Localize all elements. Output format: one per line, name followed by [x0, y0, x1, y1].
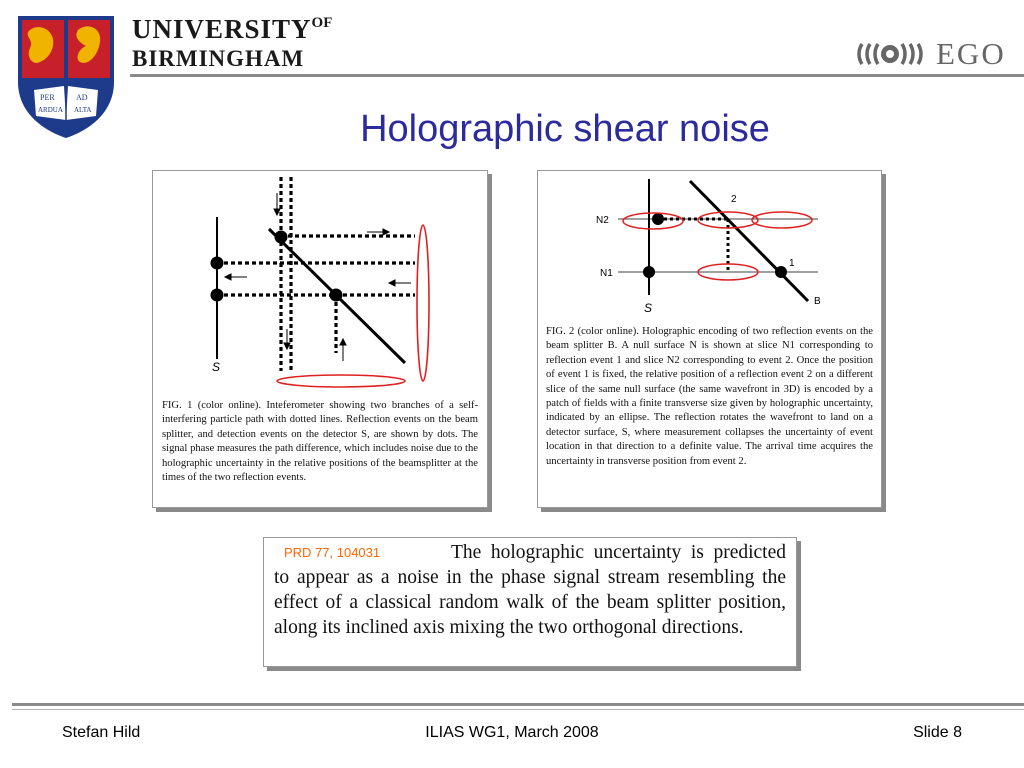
quote-text: The holographic uncertainty is predicted to appear as a noise in the phase signal stream resembling the effect of a classical random walk of the beam splitter position, along its inclined axis mixing the two orthogonal directions. — [274, 542, 786, 638]
figure-1-diagram — [153, 171, 487, 399]
slide-title: Holographic shear noise — [360, 108, 770, 150]
figure-2-label-n2: N2 — [596, 215, 609, 226]
crest-motto-1: PER — [40, 93, 55, 102]
footer-slide-number: Slide 8 — [913, 724, 962, 741]
footer-divider-thin — [12, 709, 1024, 710]
footer-author: Stefan Hild — [62, 724, 141, 741]
header-divider — [130, 74, 1024, 77]
figure-2-caption: FIG. 2 (color online). Holographic encoding of two reflection events on the beam splitter B. A null surface N is shown at slice N1 corresponding to reflection event 1 and slice N2 corresponding to event 2. Once the position of event 1 is fixed, the relative position of a reflection event 2 on a different slice of the same null surface (the same wavefront in 3D) is encoded by a patch of fields with a finite transverse size given by holographic uncertainty, indicated by an ellipse. The reflection rotates the wavefront to land on a detector surface, S, where measurement collapses the uncertainty of event location in that direction to a definite value. The arrival time acquires the uncertainty in transverse position from event 2. — [546, 326, 873, 467]
quote-box — [263, 537, 797, 667]
university-name-line2: BIRMINGHAM — [132, 46, 305, 71]
figure-1-label-s: S — [212, 360, 221, 374]
figure-2 — [537, 170, 882, 508]
university-name-of: OF — [311, 15, 333, 31]
ego-logo-text: EGO — [936, 36, 1006, 71]
crest-motto-3: ARDUA — [38, 106, 63, 114]
university-name-line1: UNIVERSITY — [132, 14, 312, 44]
footer-divider — [12, 703, 1024, 706]
figure-2-label-n1: N1 — [600, 268, 613, 279]
figure-1 — [152, 170, 488, 508]
crest-motto-2: AD — [76, 93, 88, 102]
figure-2-label-b: B — [814, 296, 821, 307]
figure-2-diagram — [538, 171, 881, 323]
quote-reference: PRD 77, 104031 — [284, 545, 381, 560]
crest-motto-4: ALTA — [74, 106, 92, 114]
figure-2-label-s: S — [644, 301, 653, 315]
figure-2-label-event2: 2 — [731, 194, 737, 205]
figure-2-label-event1: 1 — [789, 258, 795, 269]
figure-1-caption: FIG. 1 (color online). Inteferometer showing two branches of a self-interfering particle path with dotted lines. Reflection events on the beam splitter, and detection events on the detector S, are shown by dots. The signal phase measures the path difference, which includes noise due to the holographic uncertainty in the relative positions of the beamsplitter at the times of the two reflection events. — [162, 400, 478, 484]
ego-logo-waves-icon — [856, 38, 936, 70]
footer-event: ILIAS WG1, March 2008 — [425, 724, 599, 741]
university-name — [132, 16, 332, 70]
